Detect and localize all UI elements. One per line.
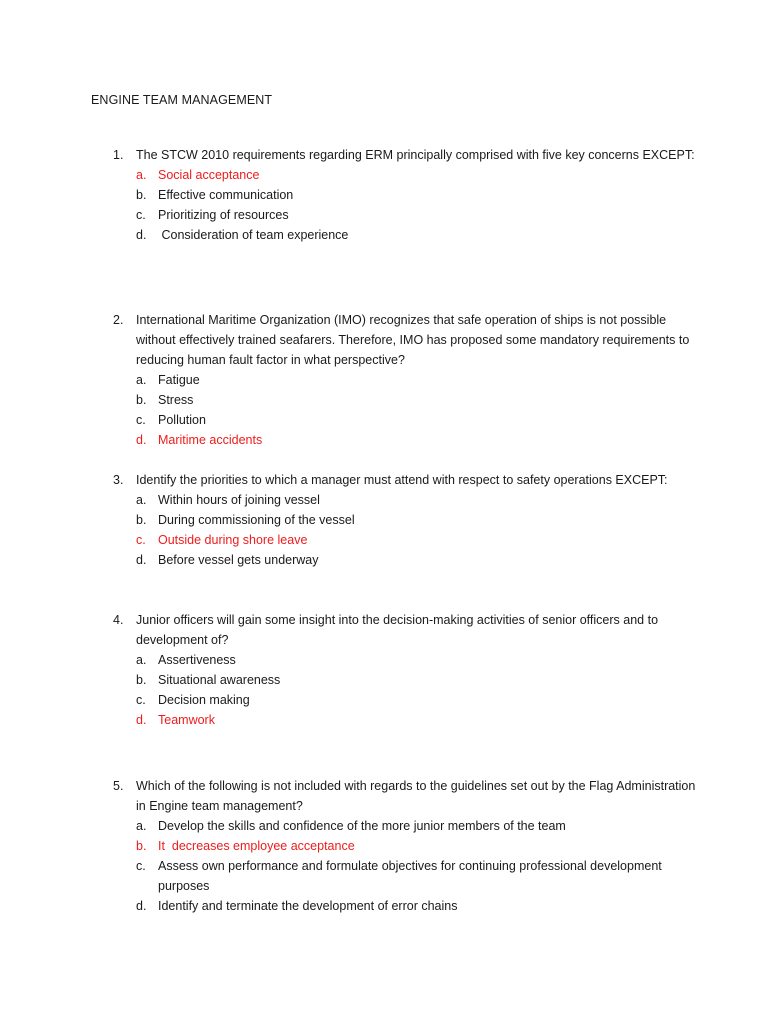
option-text: Social acceptance	[158, 168, 260, 182]
option-d	[136, 430, 703, 450]
option-letter: c.	[136, 208, 146, 222]
question-text: Junior officers will gain some insight into the decision-making activities of senior officers and to development of?	[136, 613, 659, 647]
options-list	[136, 490, 703, 570]
option-text: Teamwork	[158, 713, 215, 727]
option-letter: a.	[136, 819, 147, 833]
option-letter: c.	[136, 533, 146, 547]
option-letter: c.	[136, 693, 146, 707]
question-2	[113, 310, 703, 450]
option-text: Outside during shore leave	[158, 533, 308, 547]
question-5	[113, 776, 703, 916]
option-letter: c.	[136, 413, 146, 427]
question-number: 2.	[113, 313, 124, 327]
option-text: Maritime accidents	[158, 433, 263, 447]
option-d	[136, 225, 703, 245]
option-letter: b.	[136, 188, 147, 202]
option-b	[136, 185, 703, 205]
option-d	[136, 896, 703, 916]
option-text: Decision making	[158, 693, 250, 707]
option-c	[136, 410, 703, 430]
option-c	[136, 205, 703, 225]
option-text: It decreases employee acceptance	[158, 839, 355, 853]
option-a	[136, 165, 703, 185]
option-text: Before vessel gets underway	[158, 553, 319, 567]
question-text: Identify the priorities to which a manager must attend with respect to safety operations EXCEPT:	[136, 473, 668, 487]
option-text: Situational awareness	[158, 673, 281, 687]
question-text: Which of the following is not included with regards to the guidelines set out by the Flag Administration in Engine team management?	[136, 779, 696, 813]
options-list	[136, 165, 703, 245]
option-letter: d.	[136, 713, 147, 727]
option-a	[136, 650, 703, 670]
option-a	[136, 816, 703, 836]
option-text: Assertiveness	[158, 653, 236, 667]
option-letter: b.	[136, 393, 147, 407]
option-c	[136, 530, 703, 550]
question-number: 3.	[113, 473, 124, 487]
option-c	[136, 856, 703, 896]
option-letter: d.	[136, 433, 147, 447]
option-b	[136, 670, 703, 690]
option-text: Within hours of joining vessel	[158, 493, 320, 507]
question-number: 4.	[113, 613, 124, 627]
question-3	[113, 470, 703, 570]
option-b	[136, 510, 703, 530]
option-letter: a.	[136, 653, 147, 667]
option-letter: c.	[136, 859, 146, 873]
option-a	[136, 370, 703, 390]
question-text: International Maritime Organization (IMO) recognizes that safe operation of ships is not possible without effectively trained seafarers. Therefore, IMO has proposed some mandatory requirements to reducing human fault factor in what perspective?	[136, 313, 690, 367]
option-letter: d.	[136, 553, 147, 567]
document-title: ENGINE TEAM MANAGEMENT	[91, 93, 273, 107]
option-letter: b.	[136, 513, 147, 527]
option-text: During commissioning of the vessel	[158, 513, 355, 527]
option-text: Effective communication	[158, 188, 294, 202]
option-text: Fatigue	[158, 373, 200, 387]
options-list	[136, 650, 703, 730]
option-letter: a.	[136, 168, 147, 182]
option-letter: b.	[136, 839, 147, 853]
option-a	[136, 490, 703, 510]
option-text: Develop the skills and confidence of the more junior members of the team	[158, 819, 566, 833]
option-letter: b.	[136, 673, 147, 687]
question-4	[113, 610, 703, 730]
question-number: 5.	[113, 779, 124, 793]
question-number: 1.	[113, 148, 124, 162]
option-letter: d.	[136, 899, 147, 913]
option-b	[136, 836, 703, 856]
options-list	[136, 816, 703, 916]
option-text: Pollution	[158, 413, 206, 427]
option-text: Assess own performance and formulate objectives for continuing professional development purposes	[158, 859, 662, 893]
option-c	[136, 690, 703, 710]
option-text: Stress	[158, 393, 194, 407]
option-text: Consideration of team experience	[158, 228, 349, 242]
options-list	[136, 370, 703, 450]
option-text: Prioritizing of resources	[158, 208, 289, 222]
question-text: The STCW 2010 requirements regarding ERM principally comprised with five key concerns EXCEPT:	[136, 148, 695, 162]
option-d	[136, 550, 703, 570]
question-1	[113, 145, 703, 245]
option-letter: d.	[136, 228, 147, 242]
option-d	[136, 710, 703, 730]
option-text: Identify and terminate the development of error chains	[158, 899, 458, 913]
option-b	[136, 390, 703, 410]
option-letter: a.	[136, 493, 147, 507]
option-letter: a.	[136, 373, 147, 387]
